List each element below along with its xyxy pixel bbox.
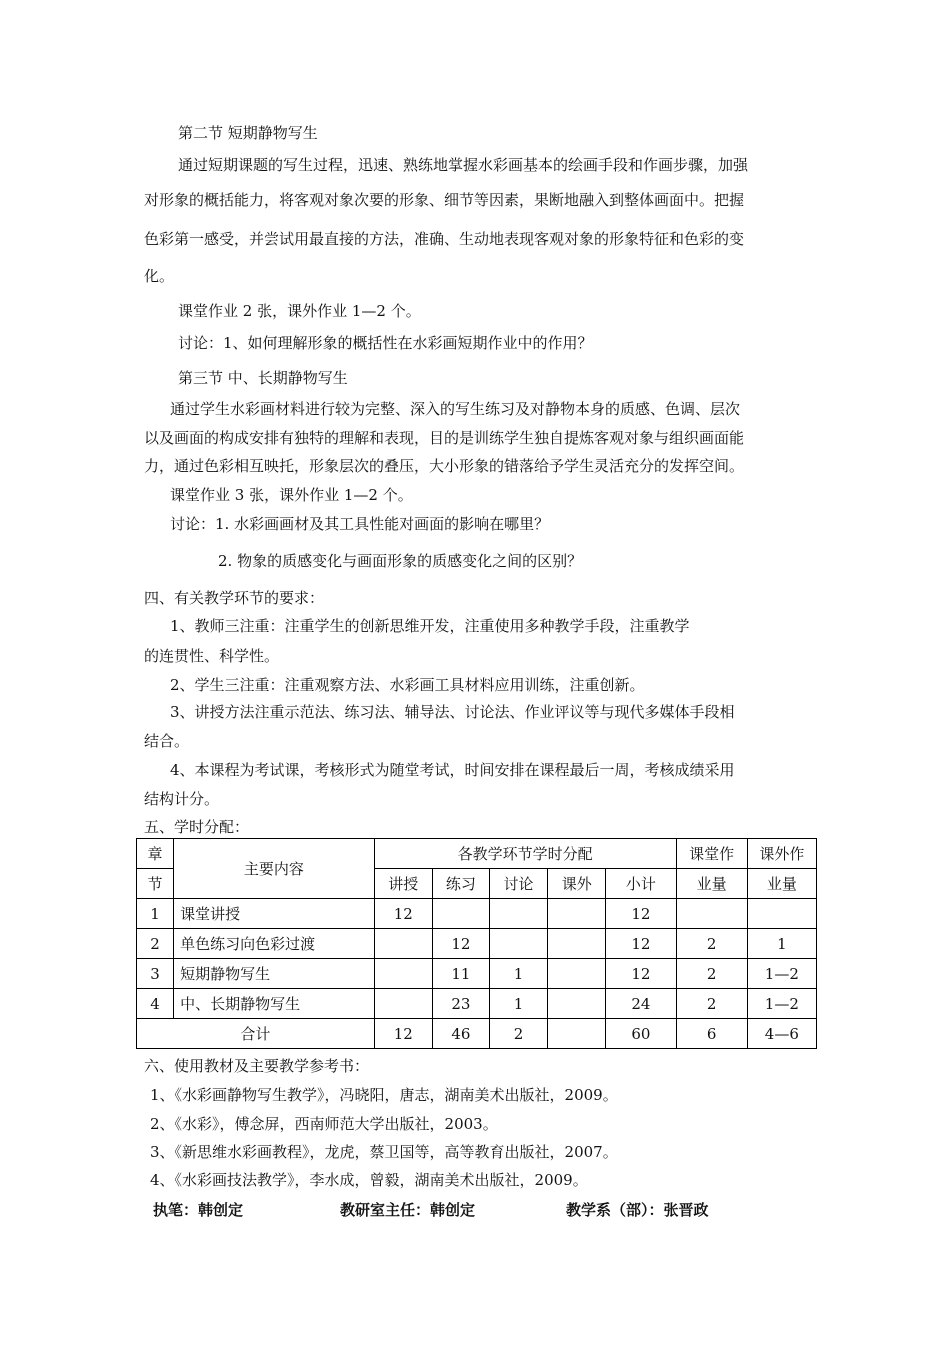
reference-item: 1、《水彩画静物写生教学》，冯晓阳，唐志，湖南美术出版社，2009。 [150, 1086, 618, 1104]
cell-outside [548, 899, 606, 929]
cell-out-hw: 4—6 [747, 1019, 816, 1049]
section3-heading: 第三节 中、长期静物写生 [178, 369, 348, 387]
cell-practice: 11 [432, 959, 489, 989]
cell-class-hw: 6 [676, 1019, 747, 1049]
cell-outside [548, 959, 606, 989]
section2-para-line: 通过短期课题的写生过程，迅速、熟练地掌握水彩画基本的绘画手段和作画步骤，加强 [178, 156, 749, 174]
cell-practice: 23 [432, 989, 489, 1019]
cell-subtotal: 60 [606, 1019, 676, 1049]
header-practice: 练习 [432, 869, 489, 899]
cell-class-hw: 2 [676, 929, 747, 959]
reference-item: 3、《新思维水彩画教程》，龙虎，蔡卫国等，高等教育出版社，2007。 [150, 1143, 618, 1161]
reference-item: 4、《水彩画技法教学》，李水成，曾毅，湖南美术出版社，2009。 [150, 1171, 588, 1189]
requirement-line: 2、学生三注重：注重观察方法、水彩画工具材料应用训练，注重创新。 [170, 676, 645, 694]
cell-lecture: 12 [374, 899, 432, 929]
table-row [137, 899, 817, 929]
header-out-hw-top: 课外作 [747, 839, 816, 869]
table-header-row [137, 839, 817, 869]
section3-para-line: 通过学生水彩画材料进行较为完整、深入的写生练习及对静物本身的质感、色调、层次 [170, 400, 741, 418]
cell-lecture: 12 [374, 1019, 432, 1049]
cell-lecture [374, 959, 432, 989]
cell-no: 4 [137, 989, 174, 1019]
cell-outside [548, 989, 606, 1019]
header-chapter-bottom: 节 [137, 869, 174, 899]
section3-para-line: 以及画面的构成安排有独特的理解和表现，目的是训练学生独自提炼客观对象与组织画面能 [144, 429, 745, 447]
cell-lecture [374, 989, 432, 1019]
header-class-hw-top: 课堂作 [676, 839, 747, 869]
cell-discuss: 2 [489, 1019, 547, 1049]
section2-homework: 课堂作业 2 张，课外作业 1—2 个。 [178, 302, 421, 320]
requirement-line: 1、教师三注重：注重学生的创新思维开发，注重使用多种教学手段，注重教学 [170, 617, 690, 635]
header-class-hw-bottom: 业量 [676, 869, 747, 899]
requirement-line: 结合。 [144, 732, 190, 750]
cell-practice: 46 [432, 1019, 489, 1049]
cell-class-hw: 2 [676, 989, 747, 1019]
cell-out-hw [747, 899, 816, 929]
requirement-line: 3、讲授方法注重示范法、练习法、辅导法、讨论法、作业评议等与现代多媒体手段相 [170, 703, 735, 721]
cell-discuss: 1 [489, 959, 547, 989]
cell-class-hw [676, 899, 747, 929]
hours-allocation-table [136, 838, 817, 1049]
cell-discuss [489, 929, 547, 959]
cell-subtotal: 12 [606, 899, 676, 929]
cell-content: 单色练习向色彩过渡 [174, 929, 375, 959]
section2-heading: 第二节 短期静物写生 [178, 124, 318, 142]
cell-outside [548, 929, 606, 959]
header-content: 主要内容 [174, 839, 375, 899]
cell-content: 课堂讲授 [174, 899, 375, 929]
cell-outside [548, 1019, 606, 1049]
cell-out-hw: 1—2 [747, 989, 816, 1019]
cell-total-label: 合计 [137, 1019, 375, 1049]
cell-subtotal: 12 [606, 929, 676, 959]
requirement-line: 4、本课程为考试课，考核形式为随堂考试，时间安排在课程最后一周，考核成绩采用 [170, 761, 735, 779]
header-out-hw-bottom: 业量 [747, 869, 816, 899]
section5-heading: 五、学时分配： [144, 818, 250, 836]
table-row [137, 929, 817, 959]
cell-content: 中、长期静物写生 [174, 989, 375, 1019]
signature-director: 教研室主任：韩创定 [340, 1201, 476, 1219]
cell-subtotal: 12 [606, 959, 676, 989]
header-chapter-top: 章 [137, 839, 174, 869]
cell-discuss [489, 899, 547, 929]
section2-para-line: 对形象的概括能力，将客观对象次要的形象、细节等因素，果断地融入到整体画面中。把握 [144, 191, 745, 209]
section3-homework: 课堂作业 3 张，课外作业 1—2 个。 [170, 486, 413, 504]
header-discuss: 讨论 [489, 869, 547, 899]
cell-out-hw: 1 [747, 929, 816, 959]
cell-no: 3 [137, 959, 174, 989]
section2-para-line: 色彩第一感受，并尝试用最直接的方法，准确、生动地表现客观对象的形象特征和色彩的变 [144, 230, 745, 248]
section4-heading: 四、有关教学环节的要求： [144, 589, 325, 607]
cell-out-hw: 1—2 [747, 959, 816, 989]
cell-content: 短期静物写生 [174, 959, 375, 989]
header-outside: 课外 [548, 869, 606, 899]
cell-subtotal: 24 [606, 989, 676, 1019]
table-row [137, 989, 817, 1019]
cell-practice: 12 [432, 929, 489, 959]
section2-discussion: 讨论：1、如何理解形象的概括性在水彩画短期作业中的作用？ [178, 334, 593, 352]
signature-department: 教学系（部）：张晋政 [566, 1201, 709, 1219]
section3-para-line: 力，通过色彩相互映托，形象层次的叠压，大小形象的错落给予学生灵活充分的发挥空间。 [144, 457, 745, 475]
cell-class-hw: 2 [676, 959, 747, 989]
cell-lecture [374, 929, 432, 959]
cell-discuss: 1 [489, 989, 547, 1019]
reference-item: 2、《水彩》，傅念屏，西南师范大学出版社，2003。 [150, 1115, 498, 1133]
section3-discussion-1: 讨论：1. 水彩画画材及其工具性能对画面的影响在哪里？ [170, 515, 550, 533]
header-subtotal: 小计 [606, 869, 676, 899]
section6-heading: 六、使用教材及主要教学参考书： [144, 1057, 370, 1075]
requirement-line: 结构计分。 [144, 790, 220, 808]
cell-practice [432, 899, 489, 929]
section3-discussion-2: 2. 物象的质感变化与画面形象的质感变化之间的区别？ [218, 552, 583, 570]
requirement-line: 的连贯性、科学性。 [144, 647, 280, 665]
table-row [137, 959, 817, 989]
header-hours-group: 各教学环节学时分配 [374, 839, 676, 869]
cell-no: 2 [137, 929, 174, 959]
signature-writer: 执笔：韩创定 [153, 1201, 244, 1219]
cell-no: 1 [137, 899, 174, 929]
table-total-row [137, 1019, 817, 1049]
section2-para-line: 化。 [144, 267, 175, 285]
header-lecture: 讲授 [374, 869, 432, 899]
